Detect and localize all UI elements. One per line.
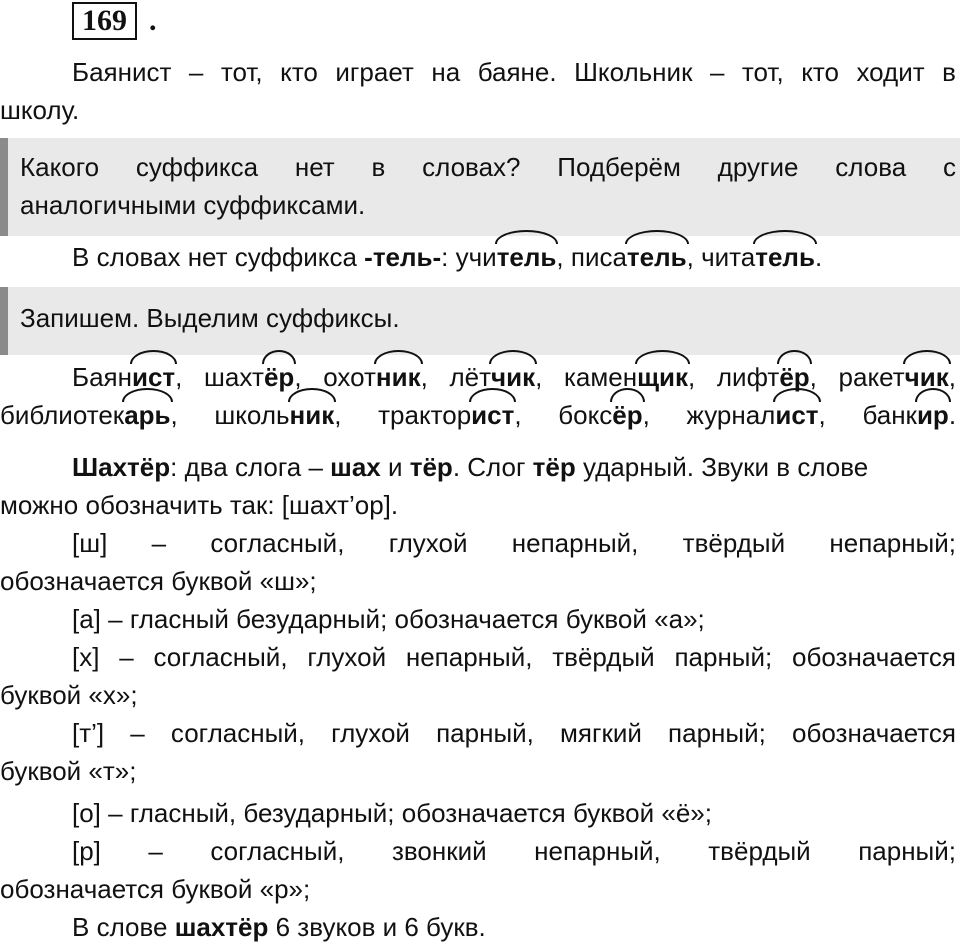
word-root: лёт (449, 362, 491, 392)
word-root: Баян (72, 362, 132, 392)
analysis-line: Шахтёр: два слога – шах и тёр. Слог тёр ударный. Звуки в слове (72, 452, 869, 482)
word-root: шахт (204, 362, 264, 392)
word-separator: , (535, 362, 564, 392)
word-separator: , (420, 362, 450, 392)
word-separator: , (294, 362, 324, 392)
analysis-line: обозначается буквой «ш»; (0, 566, 317, 596)
suffix-mark: щик (637, 362, 689, 392)
suffix-mark: тель (496, 242, 557, 272)
suffix-mark: ник (289, 400, 335, 430)
question-block (0, 138, 960, 236)
question-line: Какого суффикса нет в словах? Подберём другие слова с (20, 152, 956, 182)
word-root: ракет (838, 362, 905, 392)
paragraph-line: Баянист – тот, кто играет на баяне. Школьник – тот, кто ходит в (72, 57, 956, 87)
suffix-mark: тель (626, 242, 687, 272)
word-root: школь (214, 400, 290, 430)
suffix-mark: тель (755, 242, 815, 272)
word-root: лифт (716, 362, 780, 392)
word-root: бокс (558, 400, 613, 430)
word-separator: , (334, 400, 379, 430)
highlighted-suffix: -тель- (364, 242, 442, 272)
word-list-line (0, 398, 956, 432)
word-separator: , (809, 362, 839, 392)
word-root: журнал (686, 400, 776, 430)
suffix-mark: арь (124, 400, 171, 430)
suffix-mark: ист (131, 362, 176, 392)
task-number-dot: . (149, 4, 157, 37)
word-root: трактор (378, 400, 472, 430)
suffix-mark: чик (904, 362, 949, 392)
word-root: библиотек (0, 400, 125, 430)
question-line: Запишем. Выделим суффиксы. (20, 303, 400, 333)
analysis-line: буквой «т»; (0, 756, 137, 786)
analysis-line: [ш] – согласный, глухой непарный, твёрдый непарный; (72, 528, 956, 558)
answer-line: В словах нет суффикса -тель-: учитель, писатель, читатель. (72, 242, 823, 272)
word-separator: , (688, 362, 717, 392)
word-separator: , (514, 400, 559, 430)
suffix-mark: ник (375, 362, 421, 392)
analysis-line: буквой «х»; (0, 680, 138, 710)
analysis-line: [т’] – согласный, глухой парный, мягкий парный; обозначается (72, 718, 956, 748)
word-root: охот (323, 362, 376, 392)
paragraph-line: школу. (0, 95, 80, 125)
question-block (0, 287, 960, 355)
task-number: 169 (72, 2, 137, 40)
word-root: банк (862, 400, 917, 430)
word-root: камен (563, 362, 638, 392)
analysis-line: обозначается буквой «р»; (0, 874, 311, 904)
word-separator: , (948, 362, 956, 392)
analysis-line: [а] – гласный безударный; обозначается буквой «а»; (72, 604, 705, 634)
suffix-mark: ёр (612, 400, 643, 430)
analysis-line: В слове шахтёр 6 звуков и 6 букв. (72, 912, 486, 942)
word-separator: . (948, 400, 957, 430)
analysis-line: [х] – согласный, глухой непарный, твёрдый парный; обозначается (72, 642, 956, 672)
question-line: аналогичными суффиксами. (20, 190, 366, 220)
analysis-line: [р] – согласный, звонкий непарный, твёрдый парный; (72, 836, 956, 866)
analysis-line: можно обозначить так: [шахт’ор]. (0, 490, 399, 520)
word-separator: , (642, 400, 687, 430)
word-separator: , (175, 362, 205, 392)
word-separator: , (170, 400, 215, 430)
suffix-mark: чик (491, 362, 536, 392)
suffix-mark: ист (775, 400, 819, 430)
suffix-mark: ир (916, 400, 949, 430)
analysis-line: [о] – гласный, безударный; обозначается буквой «ё»; (72, 798, 712, 828)
suffix-mark: ёр (779, 362, 810, 392)
suffix-mark: ёр (263, 362, 295, 392)
word-separator: , (818, 400, 863, 430)
suffix-mark: ист (471, 400, 515, 430)
